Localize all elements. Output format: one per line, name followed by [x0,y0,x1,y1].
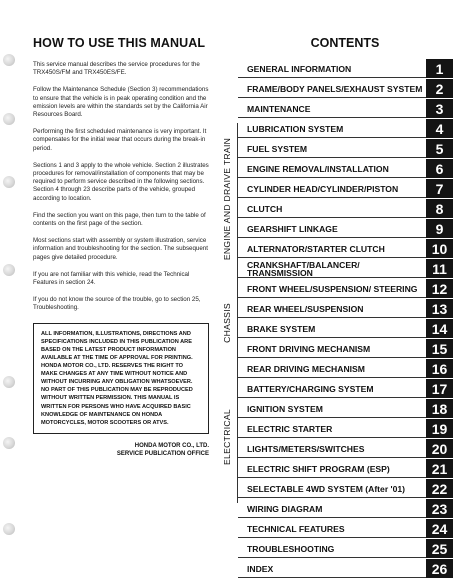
toc-entry[interactable] [238,219,453,238]
section-tab[interactable]: 26 [426,559,453,578]
contents-title: CONTENTS [310,36,380,50]
section-tab[interactable]: 24 [426,519,453,538]
toc-title: TROUBLESHOOTING [247,543,335,554]
toc-entry[interactable] [238,359,453,378]
toc-title: FUEL SYSTEM [247,143,308,154]
section-tab[interactable]: 7 [426,179,453,198]
section-tab[interactable]: 5 [426,139,453,158]
paragraph: Most sections start with assembly or system illustration, service information and troubleshooting for the section. The subsequent pages give detailed procedure. [33,237,208,261]
toc-entry[interactable] [238,79,453,98]
toc-entry[interactable] [238,339,453,358]
toc-entry[interactable] [238,299,453,318]
section-tab[interactable]: 16 [426,359,453,378]
section-tab[interactable]: 4 [426,119,453,138]
paragraph: Sections 1 and 3 apply to the whole vehicle. Section 2 illustrates procedures for removal/installation of components that may be required to perform service described in the following sections. Section 4 through 23 describe parts of the vehicle, grouped according to location. [33,161,209,202]
section-tab[interactable]: 23 [426,499,453,518]
section-tab[interactable]: 19 [426,419,453,438]
toc-entry[interactable] [238,539,453,558]
section-tab[interactable]: 11 [426,259,453,278]
punch-hole [3,54,15,66]
section-tab[interactable]: 18 [426,399,453,418]
punch-hole [3,376,15,388]
toc-entry[interactable] [238,119,453,138]
toc-title: CLUTCH [247,203,283,214]
toc-entry[interactable] [238,179,453,198]
toc-entry[interactable] [238,239,453,258]
section-tab[interactable]: 9 [426,219,453,238]
group-label: ENGINE AND DRAIVE TRAIN [222,137,232,261]
toc-entry[interactable] [238,399,453,418]
toc-title: IGNITION SYSTEM [247,403,323,414]
toc-entry[interactable] [238,159,453,178]
group-engine [218,123,236,275]
section-tab[interactable]: 3 [426,99,453,118]
toc-title: LIGHTS/METERS/SWITCHES [247,443,365,454]
section-tab[interactable]: 17 [426,379,453,398]
paragraph: Find the section you want on this page, then turn to the table of contents on the first page of the section. [33,211,206,228]
toc-title: FRONT DRIVING MECHANISM [247,343,371,354]
toc-title: FRAME/BODY PANELS/EXHAUST SYSTEM [247,83,423,94]
toc-title: REAR WHEEL/SUSPENSION [247,303,364,314]
toc-title: INDEX [247,563,274,574]
toc-entry[interactable] [238,459,453,478]
section-tab[interactable]: 6 [426,159,453,178]
toc-entry[interactable] [238,259,453,278]
toc-title: CRANKSHAFT/BALANCER/ TRANSMISSION [247,259,360,278]
section-tab[interactable]: 12 [426,279,453,298]
section-tab[interactable]: 21 [426,459,453,478]
toc-entry[interactable] [238,199,453,218]
toc-title: ENGINE REMOVAL/INSTALLATION [247,163,389,174]
publisher-line: HONDA MOTOR CO., LTD. [134,442,209,449]
toc-entry[interactable] [238,439,453,458]
paragraph: Performing the first scheduled maintenance is very important. It compensates for the initial wear that occurs during the break-in period. [33,128,207,152]
toc-title: SELECTABLE 4WD SYSTEM (After '01) [247,483,406,494]
section-tab[interactable]: 8 [426,199,453,218]
toc-title: ELECTRIC STARTER [247,423,333,434]
toc-title: ALTERNATOR/STARTER CLUTCH [247,243,385,254]
section-tab[interactable]: 15 [426,339,453,358]
toc-entry[interactable] [238,59,453,78]
toc-title: WIRING DIAGRAM [247,503,323,514]
section-tab[interactable]: 1 [426,59,453,78]
toc-title: ELECTRIC SHIFT PROGRAM (ESP) [247,463,390,474]
toc-title: MAINTENANCE [247,103,311,114]
publisher [33,442,209,458]
paragraph: This service manual describes the service procedures for the TRX450S/FM and TRX450ES/FE. [33,61,200,77]
section-tab[interactable]: 22 [426,479,453,498]
paragraph: Follow the Maintenance Schedule (Section 3) recommendations to ensure that the vehicle is in peak operating condition and the emission levels are within the standards set by the California Air Resources Board. [33,86,209,119]
left-title: HOW TO USE THIS MANUAL [33,36,206,50]
paragraph: If you are not familiar with this vehicle, read the Technical Features in section 24. [33,270,190,287]
punch-hole [3,523,15,535]
paragraph: If you do not know the source of the trouble, go to section 25, Troubleshooting. [33,296,201,312]
toc-title: LUBRICATION SYSTEM [247,123,344,134]
punch-hole [3,176,15,188]
group-label: CHASSIS [222,302,233,343]
section-tab[interactable]: 20 [426,439,453,458]
section-tab[interactable]: 10 [426,239,453,258]
section-tab[interactable]: 13 [426,299,453,318]
toc-title: TECHNICAL FEATURES [247,523,345,534]
section-tab[interactable]: 14 [426,319,453,338]
toc-entry[interactable] [238,99,453,118]
punch-hole [3,264,15,276]
punch-hole [3,113,15,125]
toc-entry[interactable] [238,479,453,498]
toc-title: BRAKE SYSTEM [247,323,316,334]
publisher-line: SERVICE PUBLICATION OFFICE [116,450,209,457]
disclaimer-box: ALL INFORMATION, ILLUSTRATIONS, DIRECTIONS AND SPECIFICATIONS INCLUDED IN THIS PUBLICATION ARE BASED ON THE LATEST PRODUCT INFORMATION AVAILABLE AT THE TIME OF APPROVAL FOR PRINTING. HONDA MOTOR CO., LTD. RESERVES THE RIGHT TO MAKE CHANGES AT ANY TIME WITHOUT NOTICE AND WITHOUT INCURRING ANY OBLIGATION WHATSOEVER. NO PART OF THIS PUBLICATION MAY BE REPRODUCED WITHOUT WRITTEN PERMISSION. THIS MANUAL IS WRITTEN FOR PERSONS WHO HAVE ACQUIRED BASIC KNOWLEDGE OF MAINTENANCE ON HONDA MOTORCYCLES, MOTOR SCOOTERS OR ATVS. [33,323,209,434]
toc-entry[interactable] [238,519,453,538]
toc-entry[interactable] [238,279,453,298]
toc-title: GENERAL INFORMATION [247,63,352,74]
group-label: ELECTRICAL [222,408,233,465]
toc-title: REAR DRIVING MECHANISM [247,363,365,374]
toc-entry[interactable] [238,319,453,338]
toc-entry[interactable] [238,379,453,398]
group-chassis [218,275,236,370]
punch-hole [3,437,15,449]
how-to-use-section [33,36,209,458]
toc-title: CYLINDER HEAD/CYLINDER/PISTON [247,183,399,194]
section-tab[interactable]: 2 [426,79,453,98]
toc-title: GEARSHIFT LINKAGE [247,223,338,234]
toc-entry[interactable] [238,419,453,438]
toc-entry[interactable] [238,559,453,578]
toc-entry[interactable] [238,499,453,518]
toc-entry[interactable] [238,139,453,158]
section-tab[interactable]: 25 [426,539,453,558]
toc-title: FRONT WHEEL/SUSPENSION/ STEERING [247,283,418,294]
toc-title: BATTERY/CHARGING SYSTEM [247,383,374,394]
group-electrical [218,370,236,503]
